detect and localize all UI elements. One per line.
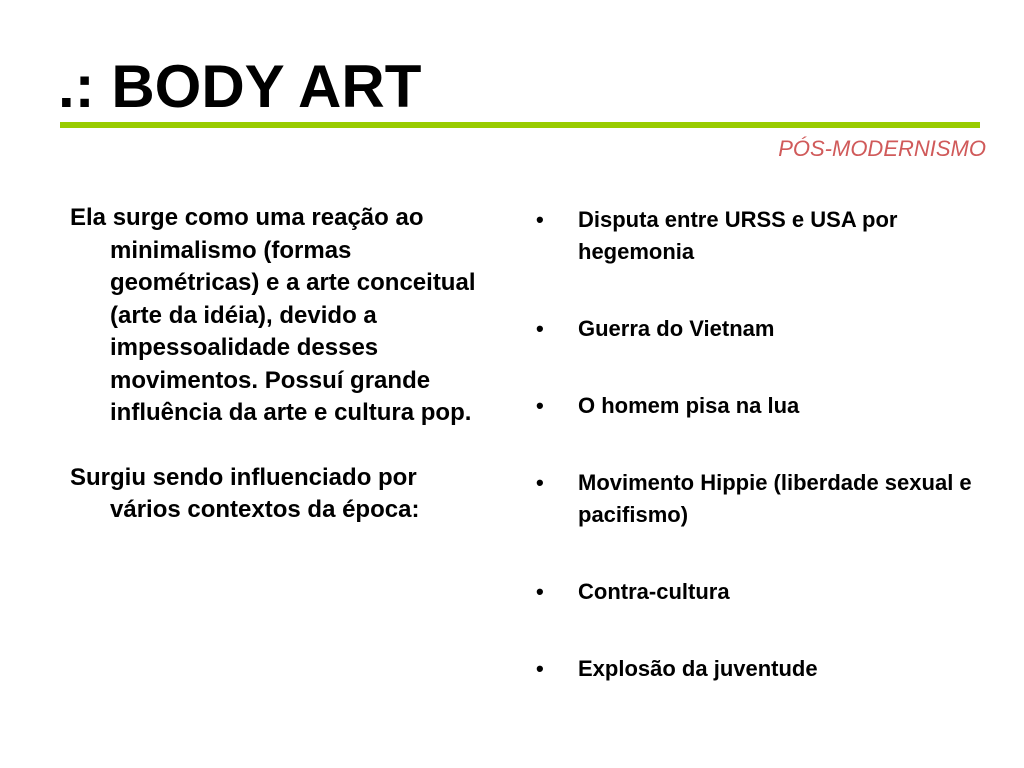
list-item [536,204,996,268]
bullet-icon: • [536,393,544,418]
left-text-column [70,202,490,559]
list-item [536,313,996,345]
list-item-text: O homem pisa na lua [578,393,800,418]
list-item-text: Movimento Hippie (liberdade sexual e pacifismo) [578,470,972,527]
list-item [536,653,996,685]
context-paragraph: Surgiu sendo influenciado por vários contextos da época: [70,463,420,523]
bullet-icon: • [536,579,544,604]
list-item-text: Disputa entre URSS e USA por hegemonia [578,207,898,264]
bullet-icon: • [536,656,544,681]
intro-paragraph: Ela surge como uma reação ao minimalismo (formas geométricas) e a arte conceitual (arte da idéia), devido a impessoalidade desses movimentos. Possuí grande influência da arte e cultura pop. [70,204,476,426]
list-item-text: Explosão da juventude [578,656,818,681]
bullet-list [536,204,996,730]
bullet-icon: • [536,207,544,232]
list-item-text: Contra-cultura [578,579,730,604]
list-item [536,467,996,531]
slide-title: .: BODY ART [58,53,422,120]
list-item-text: Guerra do Vietnam [578,316,775,341]
bullet-icon: • [536,470,544,495]
title-divider [60,122,980,128]
slide-subtitle: PÓS-MODERNISMO [778,136,986,161]
bullet-icon: • [536,316,544,341]
list-item [536,576,996,608]
list-item [536,390,996,422]
